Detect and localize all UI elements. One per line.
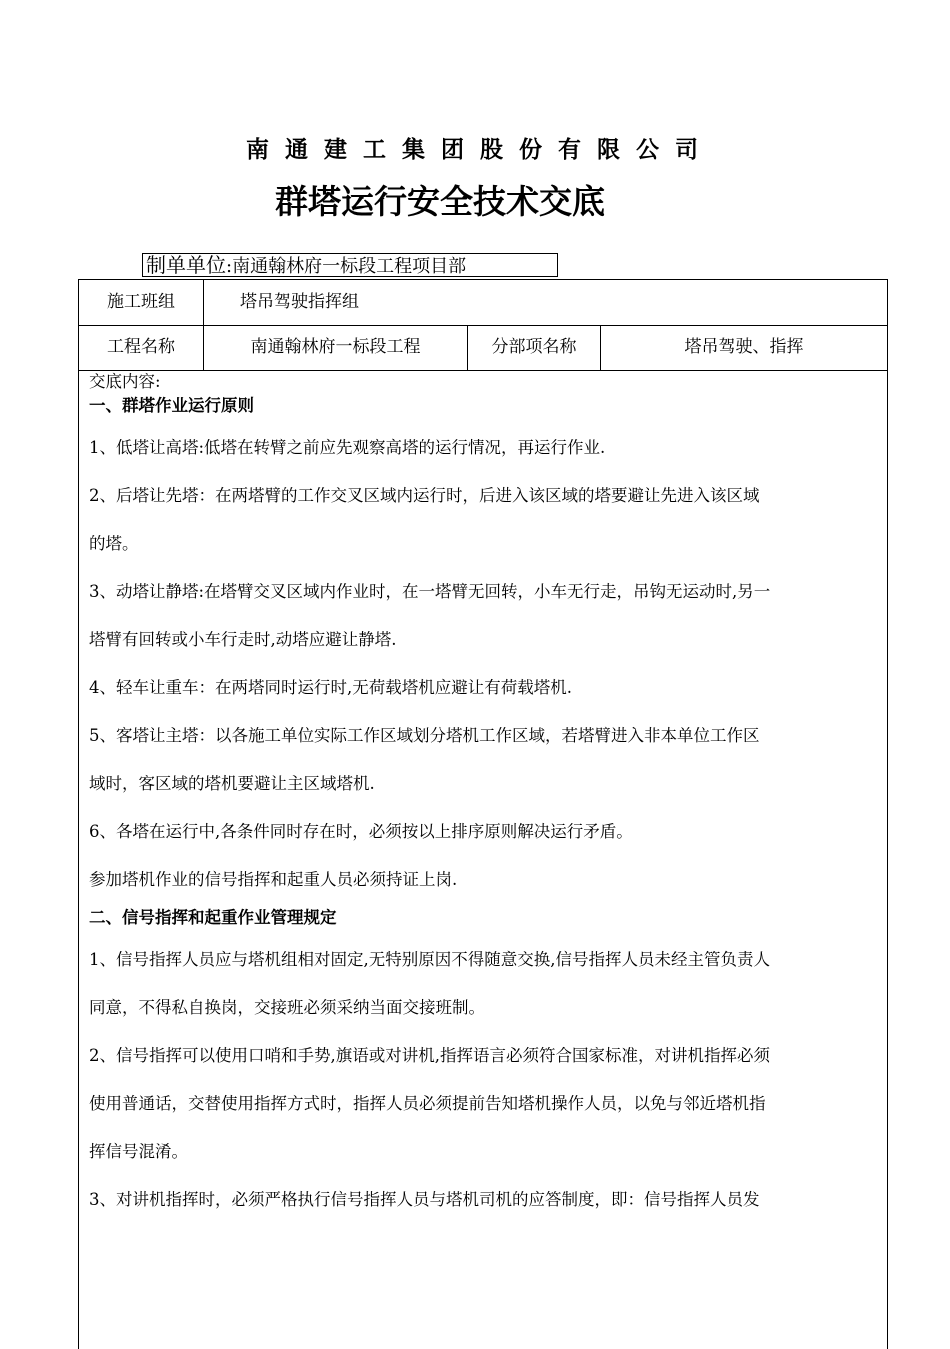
issuing-unit-box (142, 253, 558, 277)
text-line: 1、低塔让高塔:低塔在转臂之前应先观察高塔的运行情况，再运行作业. (89, 438, 606, 457)
text-line: 挥信号混淆。 (89, 1142, 188, 1161)
text-line: 域时，客区域的塔机要避让主区域塔机. (89, 774, 375, 793)
company-name: 南通建工集团股份有限公司 (246, 137, 714, 163)
team-row (79, 280, 887, 326)
section-2-body (89, 936, 881, 1224)
text-line: 2、信号指挥可以使用口哨和手势,旗语或对讲机,指挥语言必须符合国家标准，对讲机指挥必须 (89, 1046, 770, 1065)
text-line: 4、轻车让重车：在两塔同时运行时,无荷载塔机应避让有荷载塔机. (89, 678, 572, 697)
text-line: 6、各塔在运行中,各条件同时存在时，必须按以上排序原则解决运行矛盾。 (89, 822, 633, 841)
text-line: 3、对讲机指挥时，必须严格执行信号指挥人员与塔机司机的应答制度，即：信号指挥人员发 (89, 1190, 760, 1209)
section-1-body (89, 424, 881, 904)
text-line: 塔臂有回转或小车行走时,动塔应避让静塔. (89, 630, 397, 649)
text-line: 3、动塔让静塔:在塔臂交叉区域内作业时，在一塔臂无回转，小车无行走，吊钩无运动时,另一 (89, 582, 771, 601)
briefing-table (78, 279, 888, 1349)
team-value: 塔吊驾驶指挥组 (203, 280, 887, 325)
briefing-content (89, 372, 881, 1224)
project-label: 工程名称 (107, 337, 175, 357)
text-line: 使用普通话，交替使用指挥方式时，指挥人员必须提前告知塔机操作人员，以免与邻近塔机指 (89, 1094, 766, 1113)
section-label: 分部项名称 (467, 325, 600, 370)
text-line: 1、信号指挥人员应与塔机组相对固定,无特别原因不得随意交换,信号指挥人员未经主管负责人 (89, 950, 770, 969)
text-line: 2、后塔让先塔：在两塔臂的工作交叉区域内运行时，后进入该区域的塔要避让先进入该区域 (89, 486, 760, 505)
team-label: 施工班组 (107, 292, 175, 312)
text-line: 的塔。 (89, 534, 139, 553)
issuing-unit-value: :南通翰林府一标段工程项目部 (226, 256, 467, 277)
project-row (79, 325, 887, 371)
section-value: 塔吊驾驶、指挥 (600, 325, 887, 370)
text-line: 同意，不得私自换岗，交接班必须采纳当面交接班制。 (89, 998, 485, 1017)
content-label: 交底内容: (89, 372, 161, 391)
text-line: 参加塔机作业的信号指挥和起重人员必须持证上岗. (89, 870, 458, 889)
document-title: 群塔运行安全技术交底 (275, 182, 605, 221)
text-line: 5、客塔让主塔：以各施工单位实际工作区域划分塔机工作区域，若塔臂进入非本单位工作区 (89, 726, 760, 745)
project-value: 南通翰林府一标段工程 (203, 325, 467, 370)
section-heading-2: 二、信号指挥和起重作业管理规定 (89, 908, 337, 927)
issuing-unit-label: 制单单位 (146, 253, 226, 277)
section-heading-1: 一、群塔作业运行原则 (89, 396, 254, 415)
